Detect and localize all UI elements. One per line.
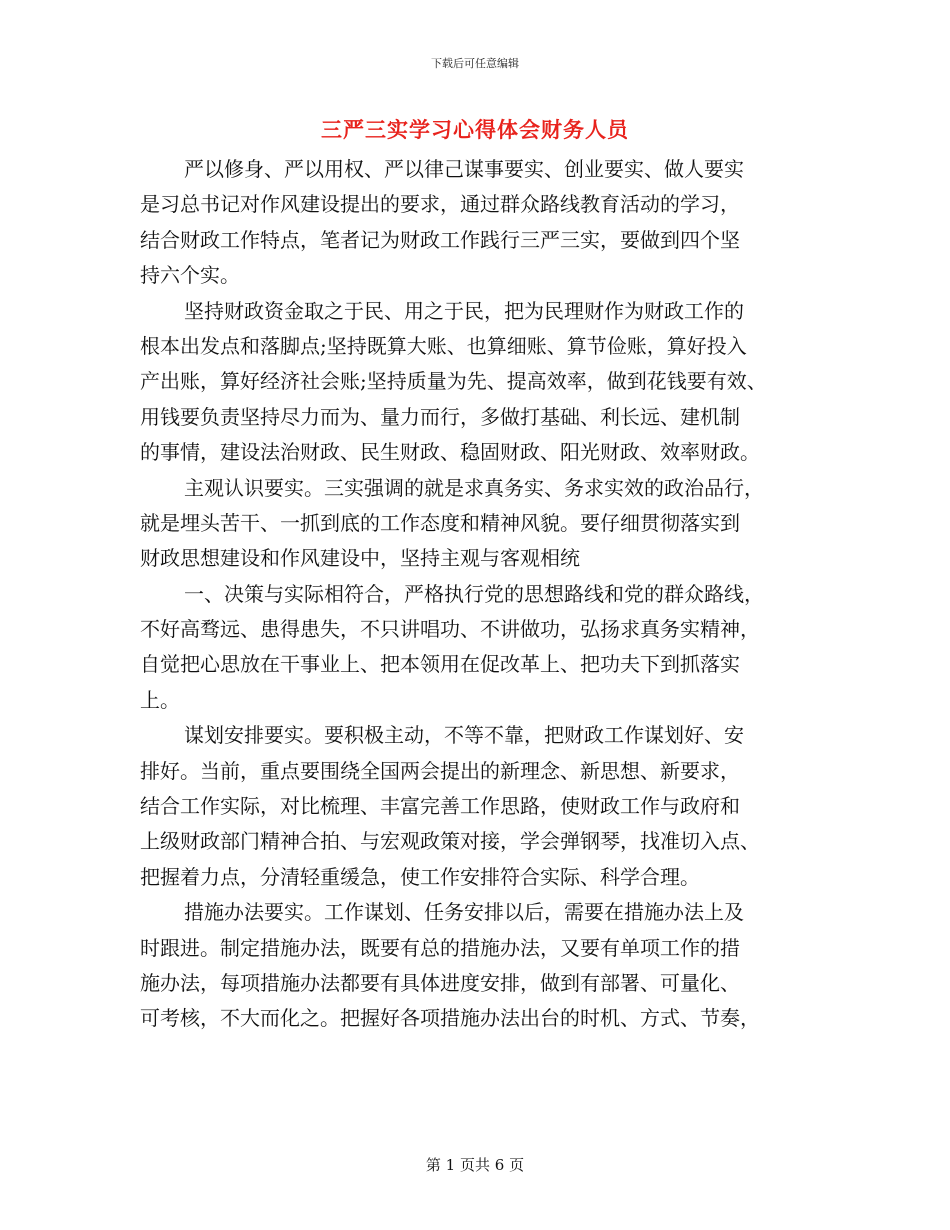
paragraph-line: 就是埋头苦干、一抓到底的工作态度和精神风貌。要仔细贯彻落实到 [140,510,740,535]
paragraph-line: 主观认识要实。三实强调的就是求真务实、务求实效的政治品行， [184,475,764,500]
paragraph-line: 的事情，建设法治财政、民生财政、稳固财政、阳光财政、效率财政。 [140,440,760,465]
paragraph-line: 坚持财政资金取之于民、用之于民，把为民理财作为财政工作的 [184,298,744,323]
document-body [140,152,840,1037]
paragraph-line: 是习总书记对作风建设提出的要求，通过群众路线教育活动的学习， [140,192,740,217]
paragraph-line: 施办法，每项措施办法都要有具体进度安排，做到有部署、可量化、 [140,970,740,995]
paragraph-line: 排好。当前，重点要围绕全国两会提出的新理念、新思想、新要求， [140,758,740,783]
paragraph-line: 不好高骛远、患得患失，不只讲唱功、不讲做功，弘扬求真务实精神， [140,617,760,642]
paragraph-line: 时跟进。制定措施办法，既要有总的措施办法，又要有单项工作的措 [140,935,740,960]
paragraph-line: 严以修身、严以用权、严以律己谋事要实、创业要实、做人要实 [184,157,744,181]
paragraph-line: 把握着力点，分清轻重缓急，使工作安排符合实际、科学合理。 [140,864,700,889]
paragraph-line: 措施办法要实。工作谋划、任务安排以后，需要在措施办法上及 [184,900,744,925]
paragraph-line: 上。 [140,687,180,712]
paragraph-line: 自觉把心思放在干事业上、把本领用在促改革上、把功夫下到抓落实 [140,652,740,677]
paragraph-line: 用钱要负责坚持尽力而为、量力而行，多做打基础、利长远、建机制 [140,404,740,429]
paragraph-line: 谋划安排要实。要积极主动，不等不靠，把财政工作谋划好、安 [184,723,744,748]
paragraph-line: 根本出发点和落脚点;坚持既算大账、也算细账、算节俭账，算好投入 [140,333,747,358]
paragraph-line: 结合工作实际，对比梳理、丰富完善工作思路，使财政工作与政府和 [140,794,740,819]
paragraph-line: 结合财政工作特点，笔者记为财政工作践行三严三实，要做到四个坚 [140,227,740,252]
header-note: 下载后可任意编辑 [431,57,519,70]
document-title: 三严三实学习心得体会财务人员 [321,118,629,142]
paragraph-line: 持六个实。 [140,263,240,288]
paragraph-line: 可考核，不大而化之。把握好各项措施办法出台的时机、方式、节奏， [140,1006,760,1031]
paragraph-line: 上级财政部门精神合拍、与宏观政策对接，学会弹钢琴，找准切入点、 [140,829,760,854]
paragraph-line: 财政思想建设和作风建设中，坚持主观与客观相统 [140,546,580,571]
page-number: 第 1 页共 6 页 [425,1156,525,1174]
paragraph-line: 一、决策与实际相符合，严格执行党的思想路线和党的群众路线， [184,581,764,606]
paragraph-line: 产出账，算好经济社会账;坚持质量为先、提高效率，做到花钱要有效、 [140,369,767,394]
